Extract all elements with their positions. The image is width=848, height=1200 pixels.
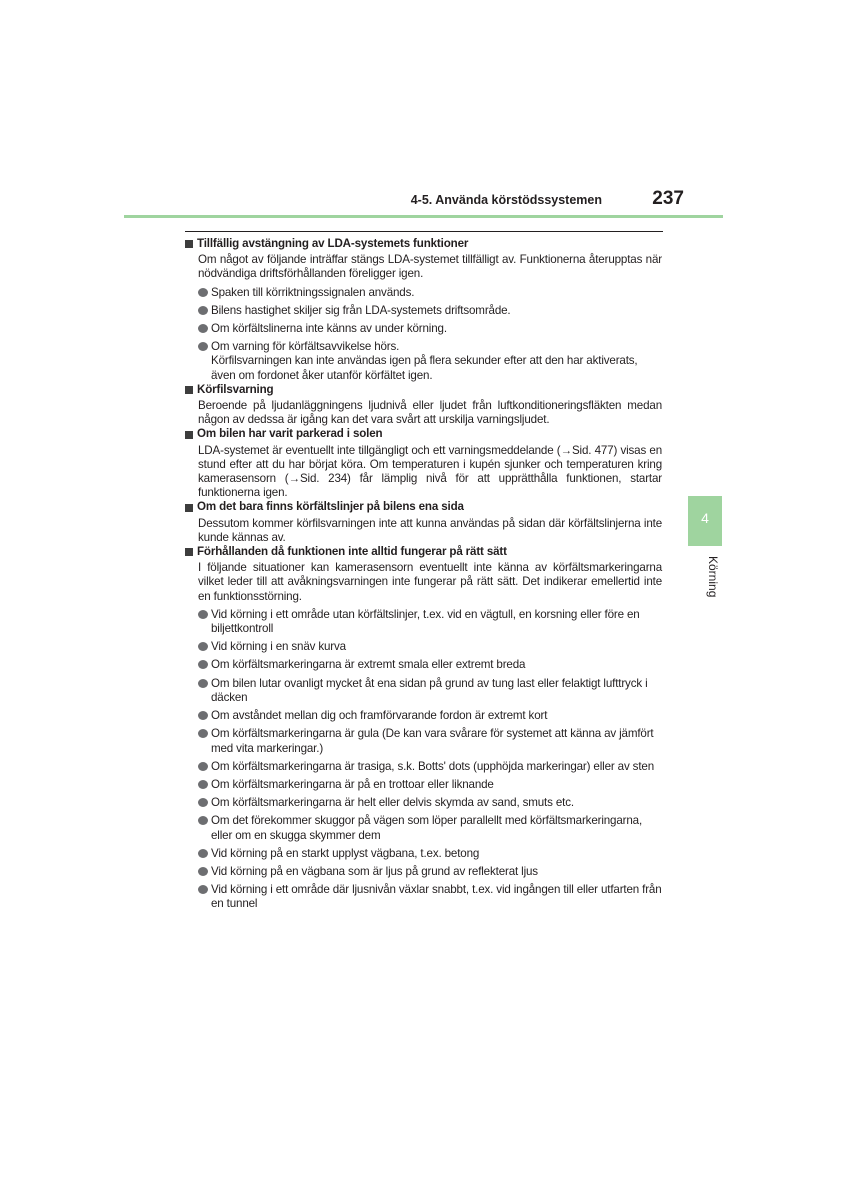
section-parked-in-sun xyxy=(185,427,662,500)
paragraph: Dessutom kommer körfilsvarningen inte att kunna användas på sidan där körfältslinjerna inte kunde kännas av. xyxy=(198,516,662,544)
paragraph: LDA-systemet är eventuellt inte tillgängligt och ett varningsmeddelande (→Sid. 477) visas en stund efter att du har börjat köra. Om temperaturen i kupén sjunker och temperaturen kring kamerasensorn (→Sid. 234) får lämplig nivå för att upprätthålla funktionen, startar funktionerna igen. xyxy=(198,443,662,500)
bullet-dot-icon xyxy=(198,798,208,807)
page-content xyxy=(185,237,662,912)
list-item-text: Om bilen lutar ovanligt mycket åt ena sidan på grund av tung last eller felaktigt lufttryck i däcken xyxy=(211,676,648,704)
header-rule xyxy=(124,215,723,218)
chapter-tab[interactable] xyxy=(688,496,722,546)
list-item-text: Bilens hastighet skiljer sig från LDA-systemets driftsområde. xyxy=(211,303,511,317)
list-item xyxy=(185,814,662,842)
list-item xyxy=(185,677,662,705)
list-item xyxy=(185,760,662,774)
list-item xyxy=(185,796,662,810)
section-heading xyxy=(185,500,662,514)
list-item xyxy=(185,304,662,318)
paragraph: Beroende på ljudanläggningens ljudnivå eller ljudet från luftkonditioneringsfläkten medan någon av dedssa är igång kan det vara svårt att urskilja varningsljudet. xyxy=(198,399,662,427)
section-heading-text: Förhållanden då funktionen inte alltid fungerar på rätt sätt xyxy=(197,545,507,559)
square-bullet-icon xyxy=(185,386,193,394)
section-title: 4-5. Använda körstödssystemen xyxy=(410,193,602,207)
list-item xyxy=(185,709,662,723)
bullet-dot-icon xyxy=(198,342,208,351)
list-item-text: Om körfältsmarkeringarna är på en trottoar eller liknande xyxy=(211,777,494,791)
bullet-dot-icon xyxy=(198,679,208,688)
bullet-dot-icon xyxy=(198,288,208,297)
bullet-dot-icon xyxy=(198,711,208,720)
bullet-dot-icon xyxy=(198,642,208,651)
bullet-dot-icon xyxy=(198,762,208,771)
list-item-text: Vid körning i en snäv kurva xyxy=(211,640,346,654)
list-item-text: Om körfältsmarkeringarna är extremt smala eller extremt breda xyxy=(211,658,526,672)
list-item xyxy=(185,658,662,672)
list-item xyxy=(185,778,662,792)
square-bullet-icon xyxy=(185,240,193,248)
list-item-text: Vid körning i ett område där ljusnivån växlar snabbt, t.ex. vid ingången till eller utfarten från en tunnel xyxy=(211,883,662,911)
chapter-label: Körning xyxy=(706,556,720,598)
list-item-text: Vid körning på en starkt upplyst vägbana, t.ex. betong xyxy=(211,846,480,860)
section-heading xyxy=(185,237,662,251)
paragraph: Om något av följande inträffar stängs LDA-systemet tillfälligt av. Funktionerna återupptas när nödvändiga driftsförhållanden föreligger igen. xyxy=(198,253,662,281)
square-bullet-icon xyxy=(185,548,193,556)
bullet-dot-icon xyxy=(198,867,208,876)
section-one-side-lines xyxy=(185,500,662,545)
list-item-text: Om körfältsmarkeringarna är gula (De kan vara svårare för systemet att känna av jämfört med vita markeringar.) xyxy=(211,727,654,755)
bullet-dot-icon xyxy=(198,729,208,738)
page-number: 237 xyxy=(652,188,684,209)
list-item xyxy=(185,847,662,861)
bullet-dot-icon xyxy=(198,885,208,894)
list-item xyxy=(185,340,662,383)
list-item-text: Om körfältsmarkeringarna är trasiga, s.k. Botts' dots (upphöjda markeringar) eller av sten xyxy=(211,759,654,773)
section-heading-text: Om det bara finns körfältslinjer på bilens ena sida xyxy=(197,500,464,514)
list-item xyxy=(185,865,662,879)
list-item-text: Om körfältsmarkeringarna är helt eller delvis skymda av sand, smuts etc. xyxy=(211,796,574,810)
section-heading-text: Tillfällig avstängning av LDA-systemets funktioner xyxy=(197,237,469,250)
list-item xyxy=(185,322,662,336)
list-item-text: Om avståndet mellan dig och framförvarande fordon är extremt kort xyxy=(211,709,548,723)
list-item-text: Om körfältslinerna inte känns av under körning. xyxy=(211,322,447,336)
section-conditions xyxy=(185,545,662,911)
bullet-dot-icon xyxy=(198,610,208,619)
list-item-text: Spaken till körriktningssignalen används. xyxy=(211,285,415,299)
chapter-number: 4 xyxy=(701,510,709,526)
section-heading xyxy=(185,383,662,397)
list-item xyxy=(185,640,662,654)
list-item xyxy=(185,727,662,755)
section-heading xyxy=(185,427,662,441)
list-item-text: Vid körning på en vägbana som är ljus på grund av reflekterat ljus xyxy=(211,864,538,878)
list-item-text: Vid körning i ett område utan körfältslinjer, t.ex. vid en vägtull, en korsning eller före en biljettkontroll xyxy=(211,607,640,636)
list-item xyxy=(185,608,662,636)
list-item-text: Om varning för körfältsavvikelse hörs. Körfilsvarningen kan inte användas igen på flera sekunder efter att den har aktiverats, även om fordonet åker utanför körfältet igen. xyxy=(211,340,638,382)
list-item xyxy=(185,286,662,300)
bullet-dot-icon xyxy=(198,660,208,669)
section-heading xyxy=(185,545,662,559)
bullet-dot-icon xyxy=(198,849,208,858)
bullet-dot-icon xyxy=(198,816,208,825)
bullet-dot-icon xyxy=(198,324,208,333)
section-heading-text: Körfilsvarning xyxy=(197,382,274,396)
list-item xyxy=(185,883,662,911)
paragraph: I följande situationer kan kamerasensorn eventuellt inte känna av körfältsmarkeringarna vilket leder till att avåkningsvarningen inte fungerar på rätt sätt. Det indikerar emellertid inte en funktionsstörning. xyxy=(198,561,662,603)
square-bullet-icon xyxy=(185,504,193,512)
bullet-dot-icon xyxy=(198,306,208,315)
content-rule xyxy=(185,231,663,232)
list-item-text: Om det förekommer skuggor på vägen som löper parallellt med körfältsmarkeringarna, eller om en skugga skymmer dem xyxy=(211,814,643,842)
section-temporary-disable xyxy=(185,237,662,383)
section-heading-text: Om bilen har varit parkerad i solen xyxy=(197,427,383,441)
square-bullet-icon xyxy=(185,431,193,439)
bullet-dot-icon xyxy=(198,780,208,789)
section-lane-warning xyxy=(185,383,662,428)
